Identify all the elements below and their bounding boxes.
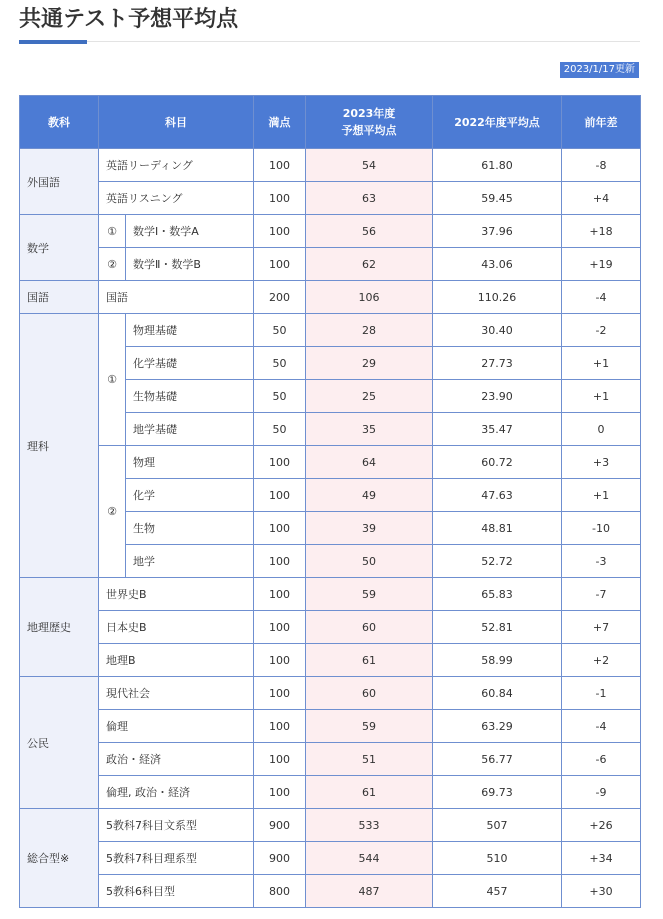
full-score-cell: 50 (254, 380, 306, 413)
avg-2022-cell: 110.26 (433, 281, 562, 314)
table-row (20, 743, 641, 776)
predicted-score-cell: 61 (306, 644, 433, 677)
subject-cell: 物理基礎 (126, 314, 254, 347)
avg-2022-cell: 48.81 (433, 512, 562, 545)
header-avg-2022: 2022年度平均点 (433, 96, 562, 149)
title-accent-bar (19, 40, 87, 44)
subject-cell: 政治・経済 (99, 743, 254, 776)
table-row (20, 149, 641, 182)
avg-2022-cell: 507 (433, 809, 562, 842)
predicted-score-cell: 63 (306, 182, 433, 215)
full-score-cell: 900 (254, 809, 306, 842)
diff-cell: -8 (562, 149, 641, 182)
full-score-cell: 100 (254, 578, 306, 611)
table-row (20, 677, 641, 710)
subject-cell: 国語 (99, 281, 254, 314)
full-score-cell: 100 (254, 776, 306, 809)
subject-cell: 5教科6科目型 (99, 875, 254, 908)
header-row (20, 96, 641, 149)
category-cell: 数学 (20, 215, 99, 281)
category-cell: 国語 (20, 281, 99, 314)
diff-cell: +19 (562, 248, 641, 281)
table-row (20, 248, 641, 281)
diff-cell: +34 (562, 842, 641, 875)
category-cell: 総合型※ (20, 809, 99, 908)
subject-cell: 5教科7科目文系型 (99, 809, 254, 842)
diff-cell: +2 (562, 644, 641, 677)
subject-cell: 地理B (99, 644, 254, 677)
table-row (20, 578, 641, 611)
table-row (20, 644, 641, 677)
predicted-score-cell: 35 (306, 413, 433, 446)
header-predicted-2023 (306, 96, 433, 149)
full-score-cell: 100 (254, 248, 306, 281)
full-score-cell: 100 (254, 479, 306, 512)
predicted-score-cell: 39 (306, 512, 433, 545)
predicted-score-cell: 49 (306, 479, 433, 512)
diff-cell: +18 (562, 215, 641, 248)
avg-2022-cell: 52.72 (433, 545, 562, 578)
diff-cell: -1 (562, 677, 641, 710)
subject-cell: 世界史B (99, 578, 254, 611)
avg-2022-cell: 510 (433, 842, 562, 875)
diff-cell: 0 (562, 413, 641, 446)
subject-cell: 生物 (126, 512, 254, 545)
avg-2022-cell: 60.84 (433, 677, 562, 710)
header-pred-label: 予想平均点 (341, 124, 397, 137)
average-score-table (19, 95, 641, 908)
avg-2022-cell: 60.72 (433, 446, 562, 479)
predicted-score-cell: 62 (306, 248, 433, 281)
subject-cell: 数学Ⅰ・数学A (126, 215, 254, 248)
page-title: 共通テスト予想平均点 (19, 7, 239, 32)
predicted-score-cell: 51 (306, 743, 433, 776)
subject-cell: 現代社会 (99, 677, 254, 710)
predicted-score-cell: 61 (306, 776, 433, 809)
avg-2022-cell: 35.47 (433, 413, 562, 446)
avg-2022-cell: 58.99 (433, 644, 562, 677)
header-full-score: 満点 (254, 96, 306, 149)
avg-2022-cell: 457 (433, 875, 562, 908)
subject-cell: 日本史B (99, 611, 254, 644)
diff-cell: +1 (562, 347, 641, 380)
subject-cell: 倫理 (99, 710, 254, 743)
predicted-score-cell: 533 (306, 809, 433, 842)
table-row (20, 875, 641, 908)
full-score-cell: 100 (254, 710, 306, 743)
header-subject: 科目 (99, 96, 254, 149)
predicted-score-cell: 64 (306, 446, 433, 479)
table-row (20, 182, 641, 215)
full-score-cell: 800 (254, 875, 306, 908)
diff-cell: +30 (562, 875, 641, 908)
predicted-score-cell: 29 (306, 347, 433, 380)
avg-2022-cell: 61.80 (433, 149, 562, 182)
subject-cell: 数学Ⅱ・数学B (126, 248, 254, 281)
diff-cell: +1 (562, 380, 641, 413)
full-score-cell: 50 (254, 413, 306, 446)
full-score-cell: 100 (254, 512, 306, 545)
subject-cell: 英語リスニング (99, 182, 254, 215)
header-diff: 前年差 (562, 96, 641, 149)
table-row (20, 842, 641, 875)
full-score-cell: 900 (254, 842, 306, 875)
category-cell: 理科 (20, 314, 99, 578)
option-marker: ① (99, 215, 126, 248)
avg-2022-cell: 23.90 (433, 380, 562, 413)
diff-cell: -7 (562, 578, 641, 611)
avg-2022-cell: 43.06 (433, 248, 562, 281)
full-score-cell: 100 (254, 182, 306, 215)
diff-cell: -9 (562, 776, 641, 809)
table-row (20, 314, 641, 347)
avg-2022-cell: 30.40 (433, 314, 562, 347)
full-score-cell: 100 (254, 446, 306, 479)
option-marker: ② (99, 248, 126, 281)
predicted-score-cell: 59 (306, 578, 433, 611)
diff-cell: +4 (562, 182, 641, 215)
predicted-score-cell: 28 (306, 314, 433, 347)
subject-cell: 生物基礎 (126, 380, 254, 413)
avg-2022-cell: 65.83 (433, 578, 562, 611)
predicted-score-cell: 59 (306, 710, 433, 743)
full-score-cell: 100 (254, 611, 306, 644)
table-row (20, 809, 641, 842)
subject-cell: 英語リーディング (99, 149, 254, 182)
table-row (20, 281, 641, 314)
diff-cell: +3 (562, 446, 641, 479)
full-score-cell: 100 (254, 215, 306, 248)
full-score-cell: 100 (254, 149, 306, 182)
subject-cell: 物理 (126, 446, 254, 479)
full-score-cell: 100 (254, 644, 306, 677)
full-score-cell: 100 (254, 545, 306, 578)
subject-cell: 倫理, 政治・経済 (99, 776, 254, 809)
full-score-cell: 100 (254, 677, 306, 710)
subject-cell: 化学基礎 (126, 347, 254, 380)
subject-cell: 地学 (126, 545, 254, 578)
avg-2022-cell: 63.29 (433, 710, 562, 743)
title-divider (19, 41, 640, 42)
full-score-cell: 200 (254, 281, 306, 314)
subject-cell: 化学 (126, 479, 254, 512)
table-row (20, 611, 641, 644)
header-category: 教科 (20, 96, 99, 149)
table-row (20, 710, 641, 743)
predicted-score-cell: 56 (306, 215, 433, 248)
subject-cell: 地学基礎 (126, 413, 254, 446)
category-cell: 外国語 (20, 149, 99, 215)
diff-cell: +26 (562, 809, 641, 842)
avg-2022-cell: 59.45 (433, 182, 562, 215)
avg-2022-cell: 52.81 (433, 611, 562, 644)
category-cell: 公民 (20, 677, 99, 809)
predicted-score-cell: 54 (306, 149, 433, 182)
diff-cell: -3 (562, 545, 641, 578)
subject-cell: 5教科7科目理系型 (99, 842, 254, 875)
avg-2022-cell: 27.73 (433, 347, 562, 380)
option-marker: ② (99, 446, 126, 578)
diff-cell: -4 (562, 710, 641, 743)
predicted-score-cell: 60 (306, 677, 433, 710)
updated-badge: 2023/1/17更新 (560, 62, 639, 78)
full-score-cell: 50 (254, 314, 306, 347)
full-score-cell: 50 (254, 347, 306, 380)
avg-2022-cell: 47.63 (433, 479, 562, 512)
diff-cell: -4 (562, 281, 641, 314)
predicted-score-cell: 25 (306, 380, 433, 413)
header-pred-year: 2023年度 (342, 107, 396, 120)
option-marker: ① (99, 314, 126, 446)
predicted-score-cell: 106 (306, 281, 433, 314)
avg-2022-cell: 56.77 (433, 743, 562, 776)
predicted-score-cell: 487 (306, 875, 433, 908)
predicted-score-cell: 544 (306, 842, 433, 875)
diff-cell: -2 (562, 314, 641, 347)
diff-cell: -6 (562, 743, 641, 776)
table-row (20, 215, 641, 248)
predicted-score-cell: 60 (306, 611, 433, 644)
diff-cell: -10 (562, 512, 641, 545)
table-row (20, 776, 641, 809)
predicted-score-cell: 50 (306, 545, 433, 578)
table-row (20, 446, 641, 479)
avg-2022-cell: 69.73 (433, 776, 562, 809)
avg-2022-cell: 37.96 (433, 215, 562, 248)
category-cell: 地理歴史 (20, 578, 99, 677)
diff-cell: +1 (562, 479, 641, 512)
full-score-cell: 100 (254, 743, 306, 776)
diff-cell: +7 (562, 611, 641, 644)
